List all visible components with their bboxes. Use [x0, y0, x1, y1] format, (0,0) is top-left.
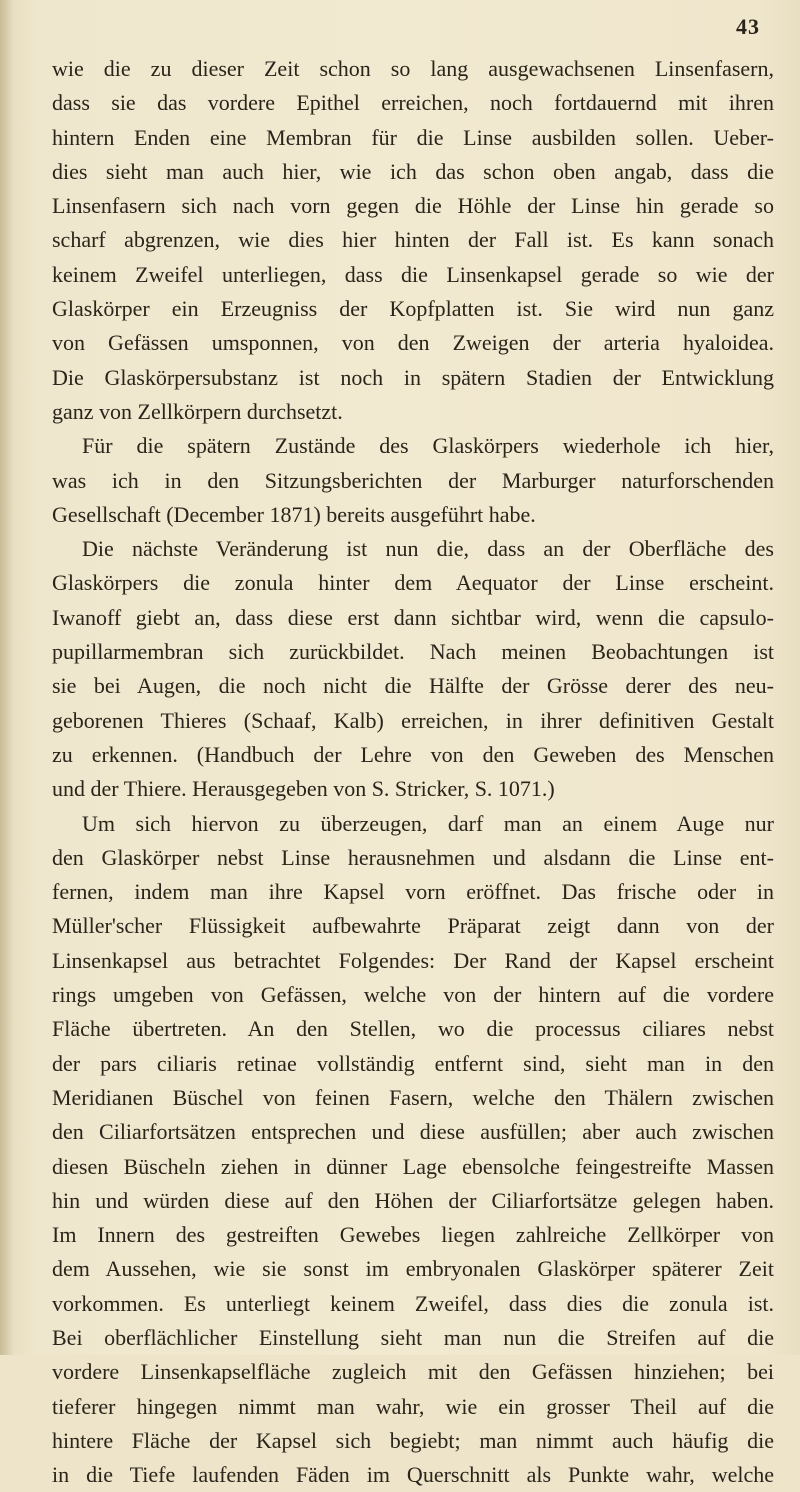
- text-line: Gesellschaft (December 1871) bereits ausgeführt habe.: [52, 501, 536, 527]
- text-line: Linsenfasern sich nach vorn gegen die Höhle der Linse hin gerade so: [52, 193, 774, 219]
- text-line: vordere Linsenkapselfläche zugleich mit den Gefässen hinziehen; bei: [52, 1359, 774, 1385]
- text-line: dem Aussehen, wie sie sonst im embryonalen Glaskörper späterer Zeit: [52, 1256, 774, 1282]
- text-line: Glaskörpers die zonula hinter dem Aequator der Linse erscheint.: [52, 570, 774, 596]
- text-line: pupillarmembran sich zurückbildet. Nach meinen Beobachtungen ist: [52, 639, 774, 665]
- text-line: Um sich hiervon zu überzeugen, darf man an einem Auge nur: [82, 810, 774, 836]
- text-line: der pars ciliaris retinae vollständig entfernt sind, sieht man in den: [52, 1050, 774, 1076]
- text-line: Meridianen Büschel von feinen Fasern, welche den Thälern zwischen: [52, 1084, 774, 1110]
- text-line: rings umgeben von Gefässen, welche von der hintern auf die vordere: [52, 982, 774, 1008]
- text-line: und der Thiere. Herausgegeben von S. Stricker, S. 1071.): [52, 776, 555, 802]
- text-line: Linsenkapsel aus betrachtet Folgendes: Der Rand der Kapsel erscheint: [52, 947, 774, 973]
- text-line: von Gefässen umsponnen, von den Zweigen der arteria hyaloidea.: [52, 330, 774, 356]
- text-line: Müller'scher Flüssigkeit aufbewahrte Präparat zeigt dann von der: [52, 913, 774, 939]
- text-line: Bei oberflächlicher Einstellung sieht man nun die Streifen auf die: [52, 1324, 774, 1350]
- text-line: sie bei Augen, die noch nicht die Hälfte der Grösse derer des neu-: [52, 673, 774, 699]
- body-text: [52, 52, 774, 1492]
- binding-shadow: [0, 0, 14, 1355]
- text-line: hintern Enden eine Membran für die Linse ausbilden sollen. Ueber-: [52, 124, 774, 150]
- text-line: Glaskörper ein Erzeugniss der Kopfplatten ist. Sie wird nun ganz: [52, 296, 774, 322]
- text-line: Die nächste Veränderung ist nun die, dass an der Oberfläche des: [82, 536, 774, 562]
- text-line: hintere Fläche der Kapsel sich begiebt; man nimmt auch häufig die: [52, 1427, 774, 1453]
- text-line: diesen Büscheln ziehen in dünner Lage ebensolche feingestreifte Massen: [52, 1153, 774, 1179]
- text-line: Iwanoff giebt an, dass diese erst dann sichtbar wird, wenn die capsulo-: [52, 604, 774, 630]
- text-line: den Glaskörper nebst Linse herausnehmen und alsdann die Linse ent-: [52, 844, 774, 870]
- text-line: Fläche übertreten. An den Stellen, wo die processus ciliares nebst: [52, 1016, 774, 1042]
- text-line: fernen, indem man ihre Kapsel vorn eröffnet. Das frische oder in: [52, 879, 774, 905]
- text-line: keinem Zweifel unterliegen, dass die Linsenkapsel gerade so wie der: [52, 261, 774, 287]
- text-line: was ich in den Sitzungsberichten der Marburger naturforschenden: [52, 467, 774, 493]
- text-line: wie die zu dieser Zeit schon so lang ausgewachsenen Linsenfasern,: [52, 56, 774, 81]
- text-line: Für die spätern Zustände des Glaskörpers wiederhole ich hier,: [82, 433, 774, 459]
- text-line: hin und würden diese auf den Höhen der Ciliarfortsätze gelegen haben.: [52, 1187, 774, 1213]
- text-line: zu erkennen. (Handbuch der Lehre von den Geweben des Menschen: [52, 741, 774, 767]
- text-line: geborenen Thieres (Schaaf, Kalb) erreichen, in ihrer definitiven Gestalt: [52, 707, 774, 733]
- text-line: Im Innern des gestreiften Gewebes liegen zahlreiche Zellkörper von: [52, 1222, 774, 1248]
- text-line: in die Tiefe laufenden Fäden im Querschnitt als Punkte wahr, welche: [52, 1462, 774, 1488]
- text-line: Die Glaskörpersubstanz ist noch in spätern Stadien der Entwicklung: [52, 364, 774, 390]
- text-line: ganz von Zellkörpern durchsetzt.: [52, 398, 343, 424]
- text-line: tieferer hingegen nimmt man wahr, wie ein grosser Theil auf die: [52, 1393, 774, 1419]
- text-line: dies sieht man auch hier, wie ich das schon oben angab, dass die: [52, 158, 774, 184]
- text-line: den Ciliarfortsätzen entsprechen und diese ausfüllen; aber auch zwischen: [52, 1119, 774, 1145]
- text-line: vorkommen. Es unterliegt keinem Zweifel, dass dies die zonula ist.: [52, 1290, 774, 1316]
- text-line: scharf abgrenzen, wie dies hier hinten der Fall ist. Es kann sonach: [52, 227, 774, 253]
- page-number: 43: [736, 14, 760, 39]
- text-line: dass sie das vordere Epithel erreichen, noch fortdauernd mit ihren: [52, 90, 774, 116]
